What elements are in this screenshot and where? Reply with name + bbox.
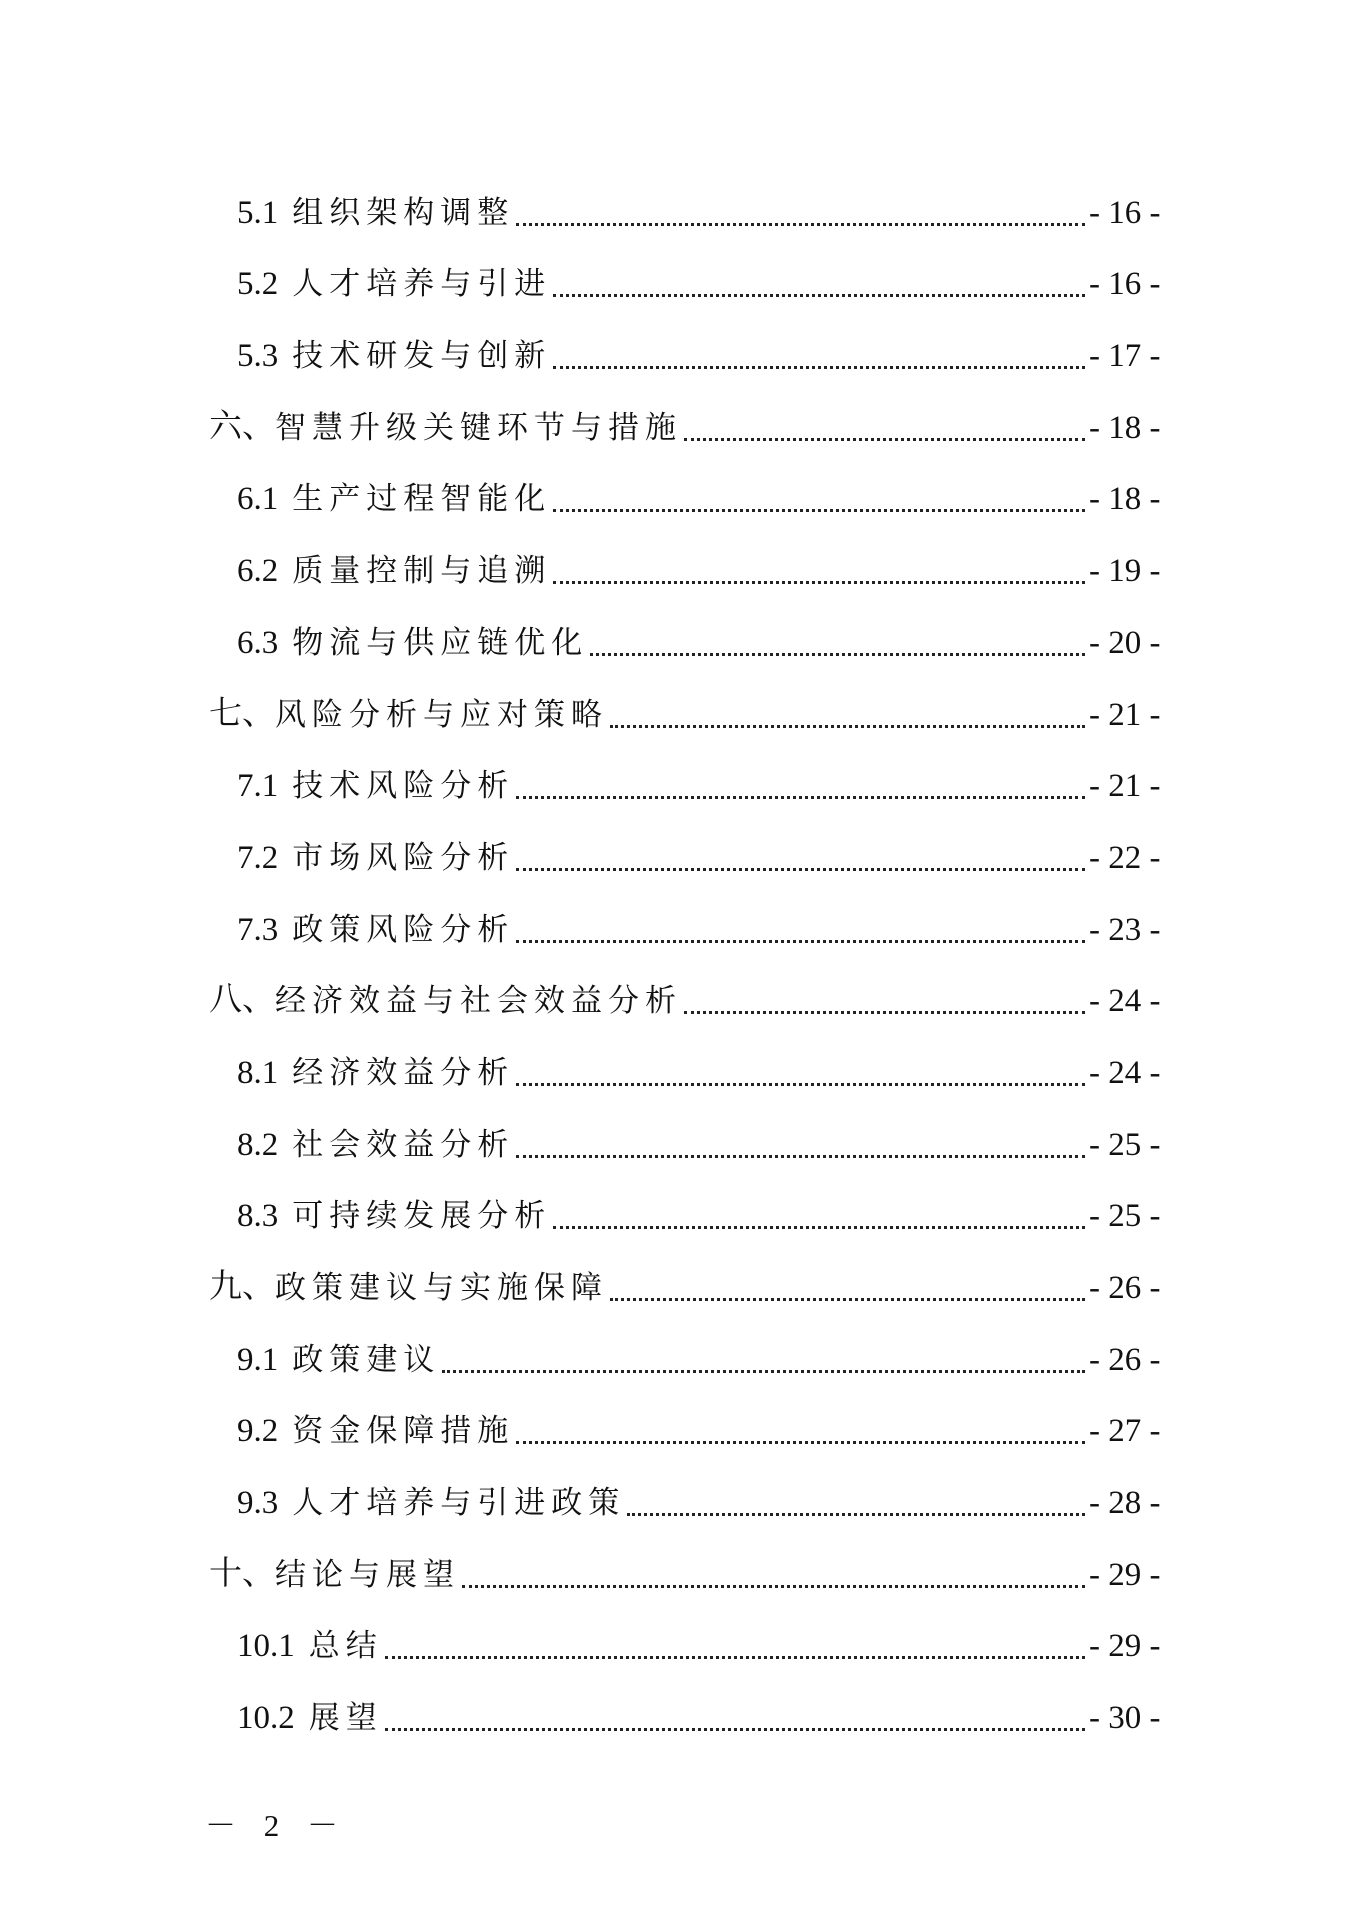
toc-entry-number: 6.2 (237, 553, 279, 590)
dot-leader (516, 868, 1085, 871)
toc-entry-6-2[interactable] (0, 532, 1360, 604)
toc-entry-number: 8.1 (237, 1054, 279, 1091)
toc-entry-title: 经济效益分析 (292, 1054, 515, 1091)
toc-entry-title: 市场风险分析 (292, 839, 515, 876)
dot-leader (553, 366, 1085, 369)
dot-leader (590, 653, 1085, 656)
toc-entry-chapter-9[interactable] (0, 1249, 1360, 1321)
toc-entry-chapter-7[interactable] (0, 676, 1360, 748)
toc-entry-page: - 18 - (1089, 409, 1161, 446)
toc-entry-page: - 29 - (1089, 1556, 1161, 1593)
toc-entry-page: - 26 - (1089, 1341, 1161, 1378)
toc-entry-number: 5.2 (237, 266, 279, 303)
toc-entry-title: 资金保障措施 (292, 1413, 515, 1450)
toc-entry-9-2[interactable] (0, 1393, 1360, 1465)
toc-entry-title: 展望 (308, 1700, 383, 1737)
toc-entry-number: 九、 (209, 1266, 275, 1305)
toc-entry-page: - 24 - (1089, 983, 1161, 1020)
toc-entry-title: 政策风险分析 (292, 911, 515, 948)
toc-entry-chapter-8[interactable] (0, 963, 1360, 1035)
toc-entry-8-3[interactable] (0, 1178, 1360, 1250)
toc-entry-number: 7.1 (237, 768, 279, 805)
table-of-contents (0, 174, 1360, 1751)
toc-entry-number: 9.2 (237, 1413, 279, 1450)
toc-entry-number: 10.1 (237, 1628, 295, 1665)
toc-entry-chapter-10[interactable] (0, 1536, 1360, 1608)
toc-entry-title: 社会效益分析 (292, 1126, 515, 1163)
dot-leader (610, 725, 1085, 728)
toc-entry-number: 十、 (209, 1552, 275, 1592)
toc-entry-7-2[interactable] (0, 819, 1360, 891)
toc-entry-number: 7.3 (237, 911, 279, 948)
toc-entry-page: - 21 - (1089, 696, 1161, 733)
toc-entry-page: - 25 - (1089, 1126, 1161, 1163)
toc-entry-page: - 28 - (1089, 1485, 1161, 1522)
toc-entry-page: - 19 - (1089, 553, 1161, 590)
toc-entry-page: - 29 - (1089, 1628, 1161, 1665)
toc-entry-title: 技术风险分析 (292, 768, 515, 805)
dot-leader (442, 1370, 1085, 1373)
toc-entry-10-2[interactable] (0, 1679, 1360, 1751)
toc-entry-page: - 26 - (1089, 1270, 1161, 1306)
dot-leader (684, 438, 1085, 441)
toc-entry-10-1[interactable] (0, 1608, 1360, 1680)
toc-entry-5-3[interactable] (0, 317, 1360, 389)
toc-entry-number: 10.2 (237, 1700, 295, 1737)
toc-entry-number: 7.2 (237, 839, 279, 876)
toc-entry-9-1[interactable] (0, 1321, 1360, 1393)
toc-entry-number: 9.1 (237, 1341, 279, 1378)
dot-leader (627, 1513, 1085, 1516)
toc-entry-7-1[interactable] (0, 748, 1360, 820)
toc-entry-page: - 17 - (1089, 338, 1161, 375)
toc-entry-page: - 27 - (1089, 1413, 1161, 1450)
dot-leader (516, 1155, 1085, 1158)
toc-entry-number: 6.3 (237, 624, 279, 661)
toc-entry-number: 8.2 (237, 1126, 279, 1163)
toc-entry-number: 5.1 (237, 194, 279, 231)
dot-leader (516, 1083, 1085, 1086)
toc-entry-7-3[interactable] (0, 891, 1360, 963)
toc-entry-page: - 23 - (1089, 911, 1161, 948)
toc-entry-number: 六、 (209, 405, 275, 445)
toc-entry-page: - 30 - (1089, 1700, 1161, 1737)
toc-entry-number: 七、 (209, 692, 275, 732)
dot-leader (385, 1656, 1085, 1659)
dot-leader (610, 1298, 1085, 1301)
toc-entry-number: 9.3 (237, 1485, 279, 1522)
toc-entry-title: 人才培养与引进 (292, 266, 552, 303)
dot-leader (553, 294, 1085, 297)
toc-entry-title: 结论与展望 (275, 1556, 460, 1593)
toc-entry-page: - 22 - (1089, 839, 1161, 876)
toc-entry-title: 经济效益与社会效益分析 (275, 983, 682, 1020)
toc-entry-8-1[interactable] (0, 1034, 1360, 1106)
toc-entry-number: 八、 (209, 979, 275, 1019)
toc-entry-title: 物流与供应链优化 (292, 624, 589, 661)
dot-leader (684, 1011, 1085, 1014)
toc-entry-chapter-6[interactable] (0, 389, 1360, 461)
dot-leader (553, 581, 1085, 584)
toc-entry-title: 人才培养与引进政策 (292, 1485, 626, 1522)
dot-leader (462, 1585, 1085, 1588)
toc-entry-title: 生产过程智能化 (292, 481, 552, 518)
toc-entry-page: - 20 - (1089, 624, 1161, 661)
toc-entry-8-2[interactable] (0, 1106, 1360, 1178)
toc-entry-title: 智慧升级关键环节与措施 (275, 409, 682, 446)
toc-entry-page: - 18 - (1089, 481, 1161, 518)
toc-entry-9-3[interactable] (0, 1464, 1360, 1536)
dot-leader (516, 796, 1085, 799)
dot-leader (516, 940, 1085, 943)
dot-leader (516, 1441, 1085, 1444)
toc-entry-title: 政策建议 (292, 1341, 441, 1378)
toc-entry-title: 风险分析与应对策略 (275, 696, 608, 733)
toc-entry-page: - 16 - (1089, 194, 1161, 231)
dot-leader (516, 223, 1085, 226)
dot-leader (553, 509, 1085, 512)
toc-entry-6-1[interactable] (0, 461, 1360, 533)
toc-entry-page: - 21 - (1089, 768, 1161, 805)
toc-entry-6-3[interactable] (0, 604, 1360, 676)
toc-entry-page: - 16 - (1089, 266, 1161, 303)
toc-entry-5-1[interactable] (0, 174, 1360, 246)
toc-entry-5-2[interactable] (0, 246, 1360, 318)
toc-entry-title: 技术研发与创新 (292, 338, 552, 375)
toc-entry-page: - 25 - (1089, 1198, 1161, 1235)
toc-entry-page: - 24 - (1089, 1054, 1161, 1091)
page-number-footer: － 2 － (205, 1808, 348, 1843)
toc-entry-title: 组织架构调整 (292, 194, 515, 231)
toc-entry-title: 总结 (308, 1628, 383, 1665)
toc-entry-title: 可持续发展分析 (292, 1198, 552, 1235)
toc-entry-number: 6.1 (237, 481, 279, 518)
toc-entry-number: 5.3 (237, 338, 279, 375)
dot-leader (553, 1226, 1085, 1229)
toc-entry-title: 质量控制与追溯 (292, 553, 552, 590)
dot-leader (385, 1728, 1085, 1731)
toc-entry-number: 8.3 (237, 1198, 279, 1235)
toc-entry-title: 政策建议与实施保障 (275, 1270, 608, 1306)
